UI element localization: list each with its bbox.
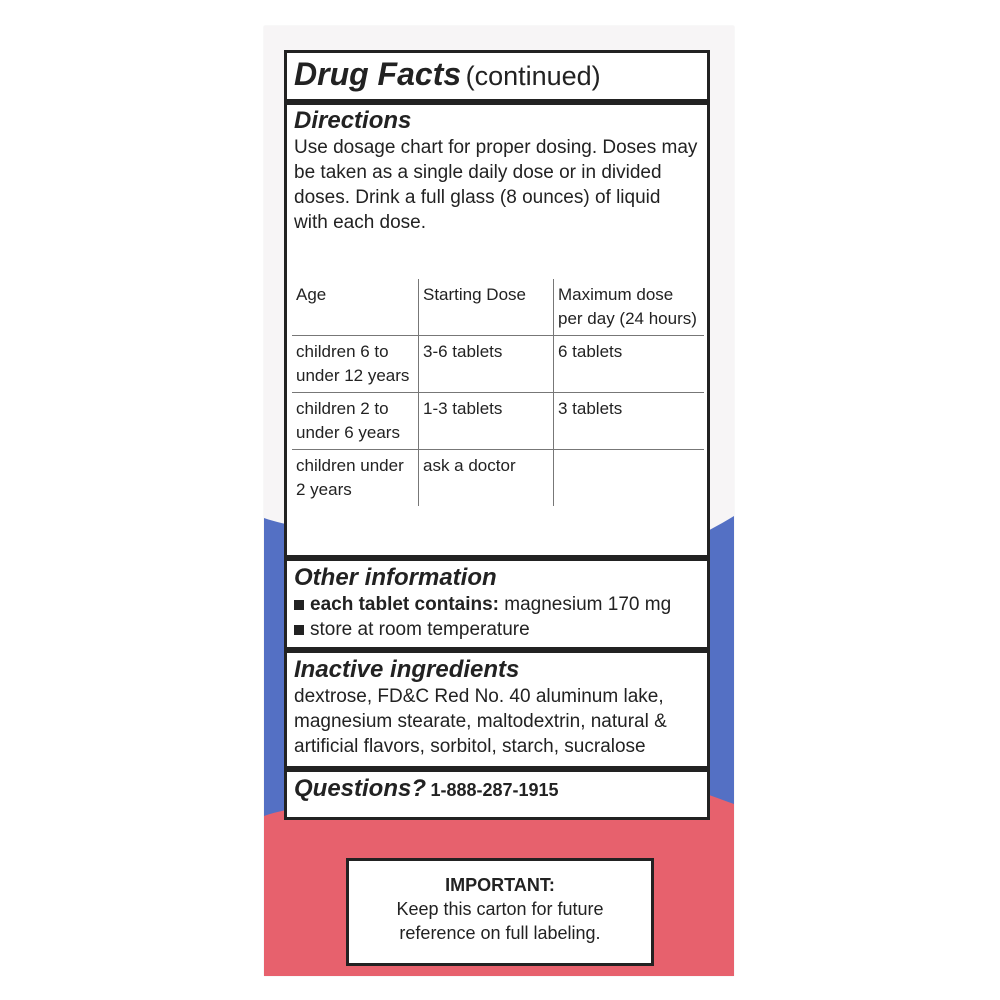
drug-facts-header [287, 55, 707, 93]
ingredients-line: artificial flavors, sorbitol, starch, sucralose [294, 736, 646, 757]
inactive-divider [287, 766, 707, 772]
inactive-ingredients-text [294, 684, 700, 759]
bullet-square-icon [294, 600, 304, 610]
list-item [294, 592, 700, 617]
other-information-section [287, 564, 707, 642]
ingredients-line: magnesium stearate, maltodextrin, natural & [294, 711, 667, 732]
bullet-square-icon [294, 625, 304, 635]
table-row [292, 336, 704, 393]
maximum-dose-cell: 3 tablets [554, 393, 705, 450]
maximum-dose-cell [554, 450, 705, 507]
drug-facts-continued: (continued) [465, 61, 601, 91]
ingredients-line: dextrose, FD&C Red No. 40 aluminum lake, [294, 686, 664, 707]
header-starting-dose: Starting Dose [419, 279, 554, 336]
important-line: reference on full labeling. [399, 923, 601, 943]
questions-section [287, 775, 707, 803]
starting-dose-cell: ask a doctor [419, 450, 554, 507]
starting-dose-cell: 1-3 tablets [419, 393, 554, 450]
directions-heading: Directions [294, 107, 412, 134]
tablet-contains-value: magnesium 170 mg [499, 594, 672, 615]
product-carton [264, 26, 734, 976]
tablet-contains-label: each tablet contains: [310, 594, 499, 615]
questions-heading: Questions? [294, 775, 427, 802]
age-cell: children 6 to under 12 years [292, 336, 419, 393]
questions-phone: 1-888-287-1915 [430, 780, 559, 800]
title-divider [287, 99, 707, 105]
directions-line: be taken as a single daily dose or in divided [294, 162, 662, 183]
starting-dose-cell: 3-6 tablets [419, 336, 554, 393]
other-info-divider [287, 647, 707, 653]
important-box [346, 858, 654, 966]
directions-text [294, 135, 700, 235]
table-row [292, 450, 704, 507]
other-information-heading: Other information [294, 564, 497, 591]
drug-facts-title: Drug Facts [294, 56, 462, 92]
table-row [292, 393, 704, 450]
directions-section [287, 107, 707, 235]
header-maximum-dose: Maximum dose per day (24 hours) [554, 279, 705, 336]
maximum-dose-cell: 6 tablets [554, 336, 705, 393]
age-cell: children 2 to under 6 years [292, 393, 419, 450]
age-cell: children under 2 years [296, 456, 404, 499]
dosage-table [292, 279, 704, 506]
inactive-ingredients-section [287, 656, 707, 759]
drug-facts-panel [284, 50, 710, 820]
directions-line: Use dosage chart for proper dosing. Doses may [294, 137, 698, 158]
directions-line: with each dose. [294, 212, 427, 233]
header-age: Age [292, 279, 419, 336]
storage-text: store at room temperature [310, 619, 530, 640]
directions-line: doses. Drink a full glass (8 ounces) of liquid [294, 187, 661, 208]
inactive-ingredients-heading: Inactive ingredients [294, 656, 520, 683]
important-line: Keep this carton for future [396, 899, 604, 919]
directions-divider [287, 555, 707, 561]
table-header-row [292, 279, 704, 336]
list-item [294, 617, 700, 642]
important-title: IMPORTANT: [445, 875, 555, 895]
